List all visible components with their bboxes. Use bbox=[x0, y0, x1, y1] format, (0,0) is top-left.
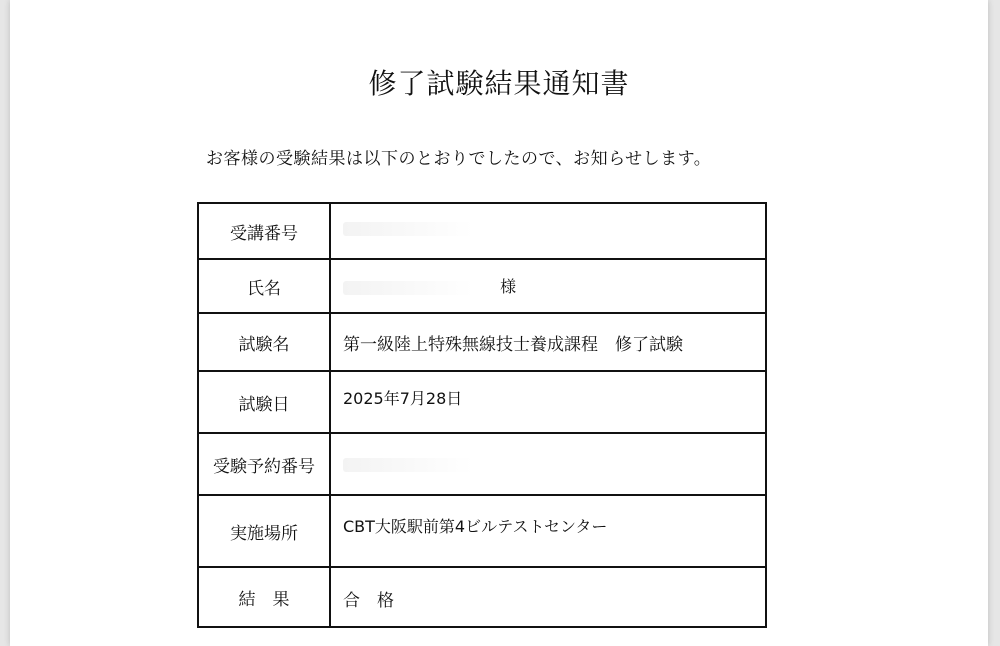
redacted-field bbox=[343, 281, 473, 295]
document-page bbox=[10, 0, 988, 646]
document-title: 修了試験結果通知書 bbox=[368, 67, 630, 100]
row-value-venue: CBT大阪駅前第4ビルテストセンター bbox=[330, 495, 766, 567]
table-row bbox=[198, 567, 766, 627]
row-label-exam-date: 試験日 bbox=[198, 371, 330, 433]
row-value-exam-name: 第一級陸上特殊無線技士養成課程 修了試験 bbox=[330, 313, 766, 371]
row-label-student-number: 受講番号 bbox=[198, 203, 330, 259]
table-row bbox=[198, 203, 766, 259]
table-row bbox=[198, 313, 766, 371]
row-value-student-number bbox=[330, 203, 766, 259]
intro-text: お客様の受験結果は以下のとおりでしたので、お知らせします。 bbox=[206, 149, 712, 169]
table-row bbox=[198, 495, 766, 567]
redacted-field bbox=[343, 458, 473, 472]
row-value-result: 合 格 bbox=[330, 567, 766, 627]
row-value-reservation-number bbox=[330, 433, 766, 495]
row-label-name: 氏名 bbox=[198, 259, 330, 313]
row-value-name bbox=[330, 259, 766, 313]
row-value-exam-date: 2025年7月28日 bbox=[330, 371, 766, 433]
honorific-suffix: 様 bbox=[500, 277, 517, 296]
row-label-result: 結 果 bbox=[198, 567, 330, 627]
row-label-exam-name: 試験名 bbox=[198, 313, 330, 371]
result-table bbox=[197, 202, 767, 628]
table-row bbox=[198, 433, 766, 495]
table-row bbox=[198, 259, 766, 313]
redacted-field bbox=[343, 222, 473, 236]
row-label-venue: 実施場所 bbox=[198, 495, 330, 567]
table-row bbox=[198, 371, 766, 433]
row-label-reservation-number: 受験予約番号 bbox=[198, 433, 330, 495]
